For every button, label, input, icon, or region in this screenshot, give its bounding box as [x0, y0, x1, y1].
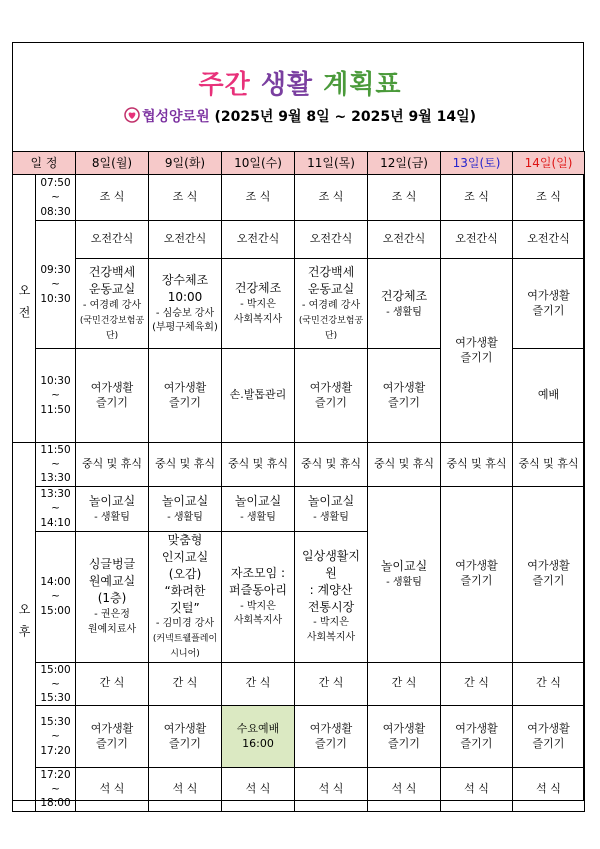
cell-snack-am: 오전간식: [76, 221, 149, 259]
time-slot: 10:30 ~ 11:50: [36, 349, 76, 443]
cell-leisure: 여가생활 즐기기: [149, 349, 222, 443]
cell-leisure: 여가생활 즐기기: [295, 349, 368, 443]
cell-dinner: 석 식: [295, 768, 368, 812]
cell-snack-am: 오전간식: [295, 221, 368, 259]
cell-leisure: 여가생활 즐기기: [76, 349, 149, 443]
period-pm: 오후: [13, 443, 36, 812]
cell-snack-am: 오전간식: [368, 221, 441, 259]
row-snack-am: [13, 221, 585, 259]
cell-dinner: 석 식: [76, 768, 149, 812]
cell-snack-pm: 간 식: [513, 662, 585, 706]
cell-leisure: 여가생활 즐기기: [76, 706, 149, 768]
cell-snack-pm: 간 식: [368, 662, 441, 706]
time-slot: 14:00 ~ 15:00: [36, 531, 76, 662]
cell-snack-pm: 간 식: [295, 662, 368, 706]
cell-leisure: 여가생활 즐기기: [368, 706, 441, 768]
cell-breakfast: 조 식: [295, 175, 368, 221]
row-snack-pm: [13, 662, 585, 706]
cell-play: 놀이교실 - 생활팀: [368, 486, 441, 662]
time-slot: 13:30 ~ 14:10: [36, 486, 76, 531]
time-slot: 17:20 ~ 18:00: [36, 768, 76, 812]
cell-program: 일상생활지원 : 계양산 전통시장 - 박지은 사회복지사: [295, 531, 368, 662]
cell-lunch: 중식 및 휴식: [368, 443, 441, 487]
cell-lunch: 중식 및 휴식: [295, 443, 368, 487]
header-day: 9일(화): [149, 152, 222, 175]
cell-breakfast: 조 식: [76, 175, 149, 221]
cell-breakfast: 조 식: [149, 175, 222, 221]
cell-lunch: 중식 및 휴식: [149, 443, 222, 487]
period-am: 오전: [13, 175, 36, 443]
row-lunch: [13, 443, 585, 487]
cell-snack-pm: 간 식: [149, 662, 222, 706]
header-day: 11일(목): [295, 152, 368, 175]
cell-leisure: 여가생활 즐기기: [368, 349, 441, 443]
time-slot: 15:00 ~ 15:30: [36, 662, 76, 706]
cell-snack-pm: 간 식: [441, 662, 513, 706]
cell-breakfast: 조 식: [441, 175, 513, 221]
header-day: 12일(금): [368, 152, 441, 175]
cell-wednesday-worship: 수요예배 16:00: [222, 706, 295, 768]
page-title: 주간 생활 계획표: [198, 70, 402, 100]
cell-worship: 예배: [513, 349, 585, 443]
cell-snack-am: 오전간식: [513, 221, 585, 259]
row-am-program: [13, 259, 585, 349]
org-name: 협성양로원: [141, 109, 210, 125]
header-day-sunday: 14일(일): [513, 152, 585, 175]
org-logo-icon: [124, 107, 140, 123]
cell-dinner: 석 식: [441, 768, 513, 812]
cell-program: 맞춤형 인지교실 (오감) “화려한 깃털” - 김미경 강사 (커넥트웰플레이 시니어): [149, 531, 222, 662]
cell-program: 자조모임 : 퍼즐동아리 - 박지은 사회복지사: [222, 531, 295, 662]
cell-play: 놀이교실 - 생활팀: [222, 486, 295, 531]
cell-lunch: 중식 및 휴식: [513, 443, 585, 487]
header-day: 8일(월): [76, 152, 149, 175]
cell-leisure: 여가생활 즐기기: [295, 706, 368, 768]
cell-leisure: 여가생활 즐기기: [513, 259, 585, 349]
cell-dinner: 석 식: [149, 768, 222, 812]
cell-leisure: 여가생활 즐기기: [441, 259, 513, 443]
cell-program: 싱글벙글 원예교실 (1층) - 권은정 원예치료사: [76, 531, 149, 662]
row-play-class: [13, 486, 585, 531]
cell-snack-pm: 간 식: [76, 662, 149, 706]
header-row: [13, 152, 585, 175]
cell-lunch: 중식 및 휴식: [222, 443, 295, 487]
cell-nail-care: 손.발톱관리: [222, 349, 295, 443]
header-day-saturday: 13일(토): [441, 152, 513, 175]
cell-play: 놀이교실 - 생활팀: [295, 486, 368, 531]
subtitle: [0, 106, 600, 126]
cell-leisure: 여가생활 즐기기: [441, 486, 513, 662]
cell-play: 놀이교실 - 생활팀: [76, 486, 149, 531]
cell-program: 장수체조 10:00 - 심승보 강사 (부평구체육회): [149, 259, 222, 349]
cell-dinner: 석 식: [222, 768, 295, 812]
cell-program: 건강체조 - 생활팀: [368, 259, 441, 349]
cell-dinner: 석 식: [513, 768, 585, 812]
cell-leisure: 여가생활 즐기기: [441, 706, 513, 768]
header-day: 10일(수): [222, 152, 295, 175]
cell-breakfast: 조 식: [222, 175, 295, 221]
cell-breakfast: 조 식: [368, 175, 441, 221]
cell-program: 건강백세 운동교실 - 여경례 강사 (국민건강보험공단): [295, 259, 368, 349]
cell-snack-am: 오전간식: [222, 221, 295, 259]
cell-lunch: 중식 및 휴식: [76, 443, 149, 487]
date-range: (2025년 9월 8일 ~ 2025년 9월 14일): [214, 109, 477, 125]
time-slot: 15:30 ~ 17:20: [36, 706, 76, 768]
header-schedule: 일 정: [13, 152, 76, 175]
time-slot: 09:30 ~ 10:30: [36, 221, 76, 349]
time-slot: 11:50 ~ 13:30: [36, 443, 76, 487]
cell-snack-am: 오전간식: [149, 221, 222, 259]
cell-leisure: 여가생활 즐기기: [149, 706, 222, 768]
cell-program: 건강체조 - 박지은 사회복지사: [222, 259, 295, 349]
cell-play: 놀이교실 - 생활팀: [149, 486, 222, 531]
schedule-table: [12, 151, 585, 812]
cell-leisure: 여가생활 즐기기: [513, 486, 585, 662]
row-dinner: [13, 768, 585, 812]
row-late-pm: [13, 706, 585, 768]
row-breakfast: [13, 175, 585, 221]
cell-program: 건강백세 운동교실 - 여경례 강사 (국민건강보험공단): [76, 259, 149, 349]
cell-dinner: 석 식: [368, 768, 441, 812]
cell-snack-pm: 간 식: [222, 662, 295, 706]
cell-leisure: 여가생활 즐기기: [513, 706, 585, 768]
time-slot: 07:50 ~ 08:30: [36, 175, 76, 221]
cell-snack-am: 오전간식: [441, 221, 513, 259]
cell-lunch: 중식 및 휴식: [441, 443, 513, 487]
cell-breakfast: 조 식: [513, 175, 585, 221]
